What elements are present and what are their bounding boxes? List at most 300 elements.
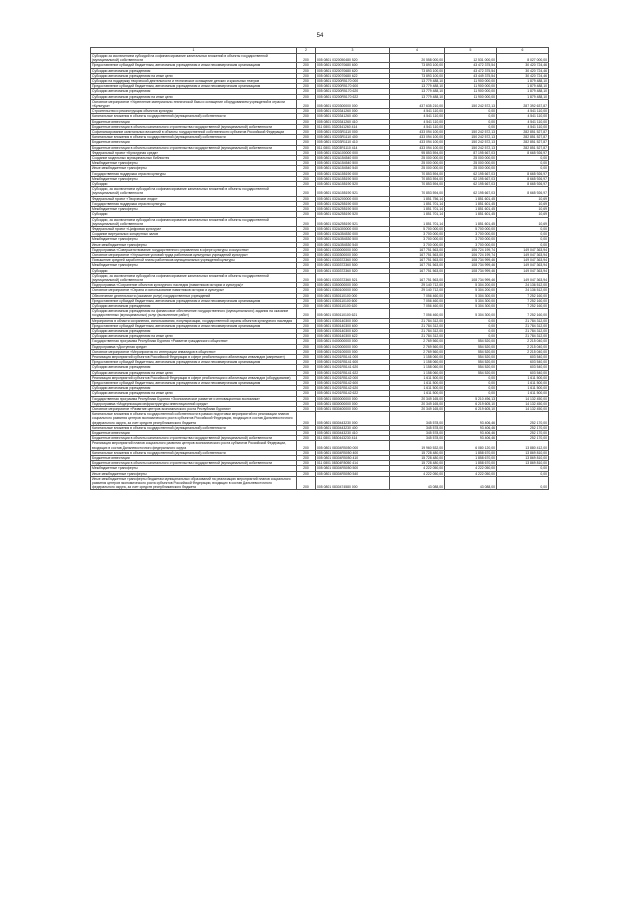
row-approved-cell: 13 779 488,10 <box>390 84 445 89</box>
row-name-cell: Подпрограмма «Совершенствование государственного управления в сфере культуры и искусства» <box>91 247 297 252</box>
row-name-cell: Субсидии <box>91 182 297 187</box>
row-unexecuted-cell: 0,00 <box>497 232 549 237</box>
row-classification-cell: 005 0801 04201R5142 600 <box>316 381 390 386</box>
header-cell: 4 <box>390 48 445 54</box>
row-name-cell: Субсидии автономным учреждениям <box>91 365 297 370</box>
row-unexecuted-cell: 0,00 <box>497 226 549 231</box>
row-approved-cell: 19 960 532,00 <box>390 441 445 450</box>
row-code-cell: 200 <box>297 476 316 490</box>
row-unexecuted-cell: 1 611 500,00 <box>497 375 549 380</box>
row-unexecuted-cell: 4 541 110,00 <box>497 114 549 119</box>
row-classification-cell: 005 0801 032A154540 000 <box>316 156 390 161</box>
row-executed-cell: 5 210 496,13 <box>445 396 497 401</box>
row-executed-cell: 6 219 605,10 <box>445 401 497 406</box>
row-classification-cell: 005 0801 032A154540 500 <box>316 161 390 166</box>
table-row <box>91 476 549 490</box>
row-executed-cell: 5 304 300,00 <box>445 309 497 318</box>
row-classification-cell: 005 0801 0320050480 520 <box>316 54 390 63</box>
row-name-cell: Основное мероприятие «Мероприятия по интеграции инвалидов в общество» <box>91 349 297 354</box>
row-approved-cell: 433 094 100,00 <box>390 135 445 140</box>
row-code-cell: 200 <box>297 201 316 206</box>
row-classification-cell: 005 0801 08304R5050 400 <box>316 450 390 455</box>
row-classification-cell: 005 0801 04201R5142 000 <box>316 375 390 380</box>
row-approved-cell: 7 056 460,00 <box>390 309 445 318</box>
row-name-cell: Федеральный проект «Творческие люди» <box>91 196 297 201</box>
row-code-cell: 200 <box>297 263 316 268</box>
row-unexecuted-cell: 0,00 <box>497 242 549 247</box>
row-executed-cell: 554 520,00 <box>445 370 497 375</box>
row-approved-cell: 3 700 000,00 <box>390 232 445 237</box>
row-code-cell: 200 <box>297 130 316 135</box>
table-row <box>91 156 549 161</box>
row-unexecuted-cell: 1 879 488,10 <box>497 94 549 99</box>
row-unexecuted-cell: 603 540,00 <box>497 354 549 359</box>
row-unexecuted-cell: 2 215 040,00 <box>497 339 549 344</box>
header-cell: 1 <box>91 48 297 54</box>
header-cell: 5 <box>445 48 497 54</box>
row-executed-cell: 3 700 000,00 <box>445 242 497 247</box>
row-code-cell: 200 <box>297 99 316 108</box>
row-executed-cell: 43 449 375,54 <box>445 73 497 78</box>
row-code-cell: 200 <box>297 258 316 263</box>
row-code-cell: 200 <box>297 217 316 226</box>
row-executed-cell: 43 088,00 <box>445 476 497 490</box>
row-classification-cell: 005 0801 0330300000 000 <box>316 252 390 257</box>
row-code-cell: 200 <box>297 94 316 99</box>
row-executed-cell: 108 734 999,46 <box>445 268 497 273</box>
row-approved-cell: 167 751 563,00 <box>390 258 445 263</box>
row-executed-cell: 0,00 <box>445 328 497 333</box>
row-executed-cell: 0,00 <box>445 386 497 391</box>
row-code-cell: 200 <box>297 344 316 349</box>
row-approved-cell: 4 541 110,00 <box>390 114 445 119</box>
row-code-cell: 200 <box>297 156 316 161</box>
row-name-cell: Бюджетные инвестиции <box>91 431 297 436</box>
row-name-cell: Иные межбюджетные трансферты <box>91 166 297 171</box>
row-name-cell: Субсидии автономным учреждениям на иные цели <box>91 370 297 375</box>
row-name-cell: Федеральный проект «Культурная среда» <box>91 150 297 155</box>
row-classification-cell: 005 0801 08304R5050 000 <box>316 441 390 450</box>
row-classification-cell: 005 0801 0400000000 000 <box>316 339 390 344</box>
row-name-cell: Основное мероприятие «Улучшение условий труда работников культурных учреждений культуры» <box>91 252 297 257</box>
row-name-cell: Подпрограмма «Сохранение объектов культурного наследия (памятников истории и культуры)» <box>91 283 297 288</box>
row-classification-cell: 005 0801 08304R5050 500 <box>316 466 390 471</box>
row-classification-cell: 005 0801 04201R5141 000 <box>316 354 390 359</box>
row-executed-cell: 5 700 000,00 <box>445 226 497 231</box>
row-unexecuted-cell: 1 879 488,10 <box>497 84 549 89</box>
header-cell: 6 <box>497 48 549 54</box>
row-approved-cell: 3 700 000,00 <box>390 237 445 242</box>
table-row <box>91 396 549 401</box>
row-code-cell: 200 <box>297 109 316 114</box>
row-name-cell: Межбюджетные трансферты <box>91 466 297 471</box>
row-name-cell: Предоставление субсидий бюджетным, автономным учреждениям и иным некоммерческим организациям <box>91 84 297 89</box>
row-unexecuted-cell: 30 420 724,46 <box>497 63 549 68</box>
row-classification-cell: 005 0801 032A255190 500 <box>316 207 390 212</box>
row-classification-cell: 005 0801 0350000000 000 <box>316 283 390 288</box>
row-name-cell: Основное мероприятие «Укрепление материально-технической базы и оснащение оборудованием учреждений в отрасли «Культура» <box>91 99 297 108</box>
row-approved-cell: 21 784 312,00 <box>390 318 445 323</box>
table-row <box>91 54 549 63</box>
row-unexecuted-cell: 1 879 488,10 <box>497 89 549 94</box>
row-classification-cell: 005 0801 0350110100 621 <box>316 309 390 318</box>
row-executed-cell: 43 472 375,54 <box>445 68 497 73</box>
table-row <box>91 217 549 226</box>
row-executed-cell: 87 195 667,03 <box>445 150 497 155</box>
row-unexecuted-cell: 4 541 110,00 <box>497 119 549 124</box>
row-unexecuted-cell: 0,00 <box>497 466 549 471</box>
row-approved-cell: 13 779 488,10 <box>390 79 445 84</box>
row-code-cell: 200 <box>297 68 316 73</box>
row-executed-cell: 5 304 300,00 <box>445 293 497 298</box>
row-unexecuted-cell: 603 540,00 <box>497 360 549 365</box>
row-approved-cell: 4 222 050,00 <box>390 466 445 471</box>
row-executed-cell: 1 851 601,45 <box>445 196 497 201</box>
row-executed-cell: 150 242 572,13 <box>445 99 497 108</box>
row-unexecuted-cell: 282 851 527,87 <box>497 145 549 150</box>
row-approved-cell: 433 094 100,00 <box>390 145 445 150</box>
row-classification-cell: 005 0801 0830443230 410 <box>316 431 390 436</box>
row-executed-cell: 0,00 <box>445 318 497 323</box>
row-executed-cell: 62 195 667,03 <box>445 176 497 181</box>
row-approved-cell: 345 578,00 <box>390 431 445 436</box>
row-classification-cell: 005 0801 032A100000 000 <box>316 150 390 155</box>
row-name-cell: Государственная программа Республики Бурятия «Развитие гражданского общества» <box>91 339 297 344</box>
row-name-cell: Межбюджетные трансферты <box>91 207 297 212</box>
row-executed-cell: 4 222 050,00 <box>445 471 497 476</box>
row-executed-cell: 5 304 300,00 <box>445 298 497 303</box>
row-name-cell: Бюджетные инвестиции в объекты капитального строительства государственной (муниципальной) собственности <box>91 124 297 129</box>
row-code-cell: 200 <box>297 79 316 84</box>
table-row <box>91 309 549 318</box>
row-executed-cell: 150 242 572,13 <box>445 145 497 150</box>
row-code-cell: 200 <box>297 226 316 231</box>
row-classification-cell: 005 0801 04201R5141 620 <box>316 365 390 370</box>
table-row <box>91 187 549 196</box>
row-approved-cell: 21 784 312,00 <box>390 334 445 339</box>
row-classification-cell: 005 0801 0350110100 620 <box>316 303 390 308</box>
row-executed-cell: 106 724 199,74 <box>445 252 497 257</box>
row-classification-cell: 005 0801 0830443230 000 <box>316 412 390 426</box>
table-row <box>91 354 549 359</box>
row-unexecuted-cell: 149 047 363,94 <box>497 258 549 263</box>
row-code-cell: 200 <box>297 171 316 176</box>
row-executed-cell: 43 472 375,54 <box>445 63 497 68</box>
row-unexecuted-cell: 30 420 724,46 <box>497 68 549 73</box>
row-classification-cell: 005 0801 0830474580 000 <box>316 476 390 490</box>
row-classification-cell: 005 0801 032A255190 521 <box>316 217 390 226</box>
row-classification-cell: 005 0801 032A354530 500 <box>316 237 390 242</box>
row-executed-cell: 25 000 000,00 <box>445 166 497 171</box>
row-executed-cell: 0,00 <box>445 375 497 380</box>
row-executed-cell: 11 900 000,00 <box>445 94 497 99</box>
row-approved-cell: 167 751 563,00 <box>390 268 445 273</box>
row-unexecuted-cell: 252 170,00 <box>497 412 549 426</box>
row-classification-cell: 005 0801 0830400000 000 <box>316 407 390 412</box>
row-unexecuted-cell: 1 879 488,10 <box>497 79 549 84</box>
row-executed-cell: 12 531 000,00 <box>445 54 497 63</box>
row-executed-cell: 0,00 <box>445 391 497 396</box>
row-unexecuted-cell: 8 665 926,97 <box>497 187 549 196</box>
row-approved-cell: 4 222 050,00 <box>390 471 445 476</box>
row-code-cell: 200 <box>297 207 316 212</box>
row-name-cell: Федеральный проект «Цифровая культура» <box>91 226 297 231</box>
row-executed-cell: 93 406,46 <box>445 412 497 426</box>
row-unexecuted-cell: 13 880 412,00 <box>497 441 549 450</box>
row-unexecuted-cell: 10,69 <box>497 201 549 206</box>
budget-report-table <box>90 47 549 490</box>
row-unexecuted-cell: 149 047 363,94 <box>497 273 549 282</box>
row-name-cell: Основное мероприятие «Охрана и использование памятников истории и культуры» <box>91 288 297 293</box>
row-name-cell: Предоставление субсидий бюджетным, автономным учреждениям и иным некоммерческим организациям <box>91 381 297 386</box>
row-approved-cell: 1 611 500,00 <box>390 391 445 396</box>
row-name-cell: Создание модельных муниципальных библиотек <box>91 156 297 161</box>
row-code-cell: 200 <box>297 252 316 257</box>
table-row <box>91 401 549 406</box>
row-name-cell: Бюджетные инвестиции <box>91 456 297 461</box>
row-unexecuted-cell: 149 047 363,94 <box>497 252 549 257</box>
row-name-cell: Межбюджетные трансферты <box>91 161 297 166</box>
row-executed-cell: 25 000 000,00 <box>445 161 497 166</box>
table-row <box>91 349 549 354</box>
row-classification-cell: 005 0801 03200R5170 000 <box>316 79 390 84</box>
table-row <box>91 450 549 455</box>
table-row <box>91 63 549 68</box>
row-classification-cell: 005 0801 0350140300 600 <box>316 323 390 328</box>
row-approved-cell: 2 769 560,00 <box>390 349 445 354</box>
row-name-cell: Субсидии автономным учреждениям <box>91 303 297 308</box>
row-approved-cell: 1 851 701,14 <box>390 201 445 206</box>
row-unexecuted-cell: 4 541 110,00 <box>497 109 549 114</box>
row-name-cell: Субсидии, за исключением субсидий на софинансирование капитальных вложений в объекты государственной (муниципальной) собственности <box>91 273 297 282</box>
row-code-cell: 200 <box>297 425 316 430</box>
row-unexecuted-cell: 7 252 160,00 <box>497 293 549 298</box>
row-executed-cell: 554 520,00 <box>445 354 497 359</box>
table-row <box>91 99 549 108</box>
row-unexecuted-cell: 8 665 926,97 <box>497 150 549 155</box>
row-classification-cell: 005 0801 032A300000 000 <box>316 226 390 231</box>
row-executed-cell: 1 858 670,00 <box>445 450 497 455</box>
row-approved-cell: 29 140 712,00 <box>390 288 445 293</box>
table-row <box>91 201 549 206</box>
row-classification-cell: 005 0801 032A354530 540 <box>316 242 390 247</box>
row-approved-cell: 1 611 500,00 <box>390 375 445 380</box>
row-unexecuted-cell: 7 252 160,00 <box>497 298 549 303</box>
row-approved-cell: 1 158 060,00 <box>390 354 445 359</box>
row-unexecuted-cell: 14 132 450,00 <box>497 396 549 401</box>
row-name-cell: Мероприятия в области сохранения, использования, популяризации, государственной охраны объектов культурного наследия <box>91 318 297 323</box>
row-approved-cell: 3 700 000,00 <box>390 242 445 247</box>
row-name-cell: Подпрограмма «Доступная среда» <box>91 344 297 349</box>
row-approved-cell: 1 851 756,14 <box>390 196 445 201</box>
row-unexecuted-cell: 10,69 <box>497 217 549 226</box>
row-name-cell: Капитальные вложения в объекты государственной (муниципальной) собственности <box>91 450 297 455</box>
row-executed-cell: 0,00 <box>445 381 497 386</box>
row-name-cell: Субсидии автономным учреждениям на финансовое обеспечение государственного (муниципального) задания на оказание государственных (муниципальных) услуг (выполнение работ) <box>91 309 297 318</box>
row-approved-cell: 4 541 110,00 <box>390 119 445 124</box>
row-name-cell: Предоставление субсидий бюджетным, автономным учреждениям и иным некоммерческим организациям <box>91 323 297 328</box>
row-approved-cell: 20 349 165,00 <box>390 396 445 401</box>
row-code-cell: 200 <box>297 176 316 181</box>
row-approved-cell: 7 056 460,00 <box>390 298 445 303</box>
table-row <box>91 79 549 84</box>
row-code-cell: 200 <box>297 63 316 68</box>
row-name-cell: Межбюджетные трансферты <box>91 263 297 268</box>
row-approved-cell: 433 094 100,00 <box>390 140 445 145</box>
row-executed-cell: 0,00 <box>445 323 497 328</box>
row-unexecuted-cell: 21 784 312,00 <box>497 334 549 339</box>
row-name-cell: Повышение средней заработной платы работников муниципальных учреждений культуры <box>91 258 297 263</box>
row-classification-cell: 005 0801 0320341260 000 <box>316 109 390 114</box>
row-approved-cell: 167 751 563,00 <box>390 263 445 268</box>
row-code-cell: 200 <box>297 187 316 196</box>
row-name-cell: Субсидии автономным учреждениям на иные цели <box>91 334 297 339</box>
row-name-cell: Субсидии, за исключением субсидий на софинансирование капитальных вложений в объекты государственной (муниципальной) собственности <box>91 187 297 196</box>
row-unexecuted-cell: 13 869 810,00 <box>497 450 549 455</box>
row-name-cell: Реализация мероприятий субъектов Российской Федерации в сфере реабилитации и абилитации инвалидов (оборудование) <box>91 375 297 380</box>
row-classification-cell: 005 0801 0830443230 400 <box>316 425 390 430</box>
row-name-cell: Капитальные вложения в объекты государственной (муниципальной) собственности <box>91 425 297 430</box>
row-name-cell: Предоставление субсидий бюджетным, автономным учреждениям и иным некоммерческим организациям <box>91 63 297 68</box>
row-code-cell: 200 <box>297 450 316 455</box>
row-approved-cell: 345 578,00 <box>390 436 445 441</box>
row-code-cell: 200 <box>297 328 316 333</box>
row-approved-cell: 25 000 000,00 <box>390 161 445 166</box>
row-code-cell: 200 <box>297 471 316 476</box>
row-classification-cell: 005 0801 032A255190 000 <box>316 201 390 206</box>
row-classification-cell: 011 0801 0830443230 414 <box>316 436 390 441</box>
row-classification-cell: 005 0801 0350140300 620 <box>316 328 390 333</box>
row-approved-cell: 21 784 312,00 <box>390 328 445 333</box>
row-classification-cell: 005 0801 0320070680 620 <box>316 68 390 73</box>
row-unexecuted-cell: 282 851 527,87 <box>497 135 549 140</box>
row-name-cell: Субсидии <box>91 268 297 273</box>
row-unexecuted-cell: 1 611 500,00 <box>497 381 549 386</box>
row-classification-cell: 005 0801 08304R5050 410 <box>316 456 390 461</box>
row-code-cell: 200 <box>297 273 316 282</box>
table-row <box>91 252 549 257</box>
row-executed-cell: 93 406,46 <box>445 436 497 441</box>
row-classification-cell: 005 0801 03203R1110 000 <box>316 130 390 135</box>
row-approved-cell: 7 056 460,00 <box>390 293 445 298</box>
row-classification-cell: 005 0801 0420100000 000 <box>316 349 390 354</box>
table-row <box>91 288 549 293</box>
row-name-cell: Бюджетные инвестиции <box>91 140 297 145</box>
row-executed-cell: 4 222 050,00 <box>445 466 497 471</box>
row-unexecuted-cell: 24 136 512,00 <box>497 288 549 293</box>
table-row <box>91 283 549 288</box>
row-executed-cell: 11 900 000,00 <box>445 84 497 89</box>
row-executed-cell: 1 851 601,45 <box>445 207 497 212</box>
row-unexecuted-cell: 7 252 160,00 <box>497 303 549 308</box>
row-unexecuted-cell: 1 611 500,00 <box>497 391 549 396</box>
row-approved-cell: 20 349 165,00 <box>390 401 445 406</box>
row-unexecuted-cell: 0,00 <box>497 471 549 476</box>
row-approved-cell: 73 893 100,00 <box>390 68 445 73</box>
row-code-cell: 200 <box>297 323 316 328</box>
row-classification-cell: 005 0801 0330372360 000 <box>316 258 390 263</box>
row-code-cell: 200 <box>297 135 316 140</box>
table-row <box>91 461 549 466</box>
row-unexecuted-cell: 252 170,00 <box>497 425 549 430</box>
row-classification-cell: 005 0801 0350110100 600 <box>316 298 390 303</box>
row-classification-cell: 005 0801 0330372360 500 <box>316 263 390 268</box>
row-classification-cell: 005 0801 032A154540 540 <box>316 166 390 171</box>
row-code-cell: 200 <box>297 242 316 247</box>
row-unexecuted-cell: 252 170,00 <box>497 431 549 436</box>
row-classification-cell: 005 0801 032A200000 000 <box>316 196 390 201</box>
row-approved-cell: 70 853 594,00 <box>390 171 445 176</box>
row-name-cell: Государственная программа Республики Бурятия «Экономическое развитие и инновационная экономика» <box>91 396 297 401</box>
row-name-cell: Бюджетные инвестиции в объекты капитального строительства государственной (муниципальной) собственности <box>91 461 297 466</box>
row-approved-cell: 95 853 594,00 <box>390 150 445 155</box>
row-executed-cell: 3 700 000,00 <box>445 232 497 237</box>
row-approved-cell: 2 769 560,00 <box>390 344 445 349</box>
table-row <box>91 360 549 365</box>
row-classification-cell: 005 0801 0350140300 622 <box>316 334 390 339</box>
row-code-cell: 200 <box>297 293 316 298</box>
row-approved-cell: 1 158 060,00 <box>390 365 445 370</box>
row-approved-cell: 1 851 701,14 <box>390 217 445 226</box>
row-executed-cell: 1 858 670,00 <box>445 456 497 461</box>
row-name-cell: Межбюджетные трансферты <box>91 237 297 242</box>
row-unexecuted-cell: 2 215 040,00 <box>497 344 549 349</box>
row-code-cell: 200 <box>297 145 316 150</box>
row-classification-cell: 005 0801 0330372360 521 <box>316 273 390 282</box>
row-code-cell: 200 <box>297 196 316 201</box>
row-executed-cell: 11 900 000,00 <box>445 89 497 94</box>
row-code-cell: 200 <box>297 247 316 252</box>
row-approved-cell: 73 893 100,00 <box>390 73 445 78</box>
row-code-cell: 200 <box>297 407 316 412</box>
row-executed-cell: 62 195 667,03 <box>445 171 497 176</box>
row-executed-cell: 1 858 670,00 <box>445 461 497 466</box>
row-code-cell: 200 <box>297 334 316 339</box>
row-classification-cell: 005 0801 0330000000 000 <box>316 247 390 252</box>
row-code-cell: 200 <box>297 161 316 166</box>
row-code-cell: 200 <box>297 436 316 441</box>
row-approved-cell: 21 784 312,00 <box>390 323 445 328</box>
row-name-cell: Межбюджетные трансферты <box>91 176 297 181</box>
table-row <box>91 84 549 89</box>
row-executed-cell: 5 304 200,00 <box>445 283 497 288</box>
row-approved-cell: 5 700 000,00 <box>390 226 445 231</box>
table-row <box>91 73 549 78</box>
row-classification-cell: 005 0801 0350110100 000 <box>316 293 390 298</box>
row-name-cell: Создание виртуальных концертных залов <box>91 232 297 237</box>
row-approved-cell: 4 541 110,00 <box>390 109 445 114</box>
row-name-cell: Иные межбюджетные трансферты <box>91 242 297 247</box>
row-classification-cell: 005 0801 032A155190 520 <box>316 182 390 187</box>
row-name-cell: Капитальные вложения в объекты государственной (муниципальной) собственности <box>91 135 297 140</box>
row-classification-cell: 005 0801 032A155190 521 <box>316 187 390 196</box>
row-name-cell: Субсидии автономным учреждениям <box>91 386 297 391</box>
row-executed-cell: 5 304 200,00 <box>445 288 497 293</box>
row-unexecuted-cell: 14 132 450,00 <box>497 401 549 406</box>
row-name-cell: Субсидии автономным учреждениям <box>91 68 297 73</box>
row-executed-cell: 25 000 000,00 <box>445 156 497 161</box>
row-unexecuted-cell: 603 540,00 <box>497 365 549 370</box>
table-row <box>91 407 549 412</box>
row-classification-cell: 005 0801 0320341260 410 <box>316 119 390 124</box>
row-unexecuted-cell: 0,00 <box>497 161 549 166</box>
row-executed-cell: 93 406,46 <box>445 431 497 436</box>
row-unexecuted-cell: 0,00 <box>497 166 549 171</box>
row-name-cell: Софинансирование капитальных вложений в объекты государственной собственности субъектов Российской Федерации <box>91 130 297 135</box>
row-executed-cell: 108 734 999,46 <box>445 263 497 268</box>
row-name-cell: Бюджетные инвестиции <box>91 119 297 124</box>
row-executed-cell: 108 734 999,46 <box>445 273 497 282</box>
